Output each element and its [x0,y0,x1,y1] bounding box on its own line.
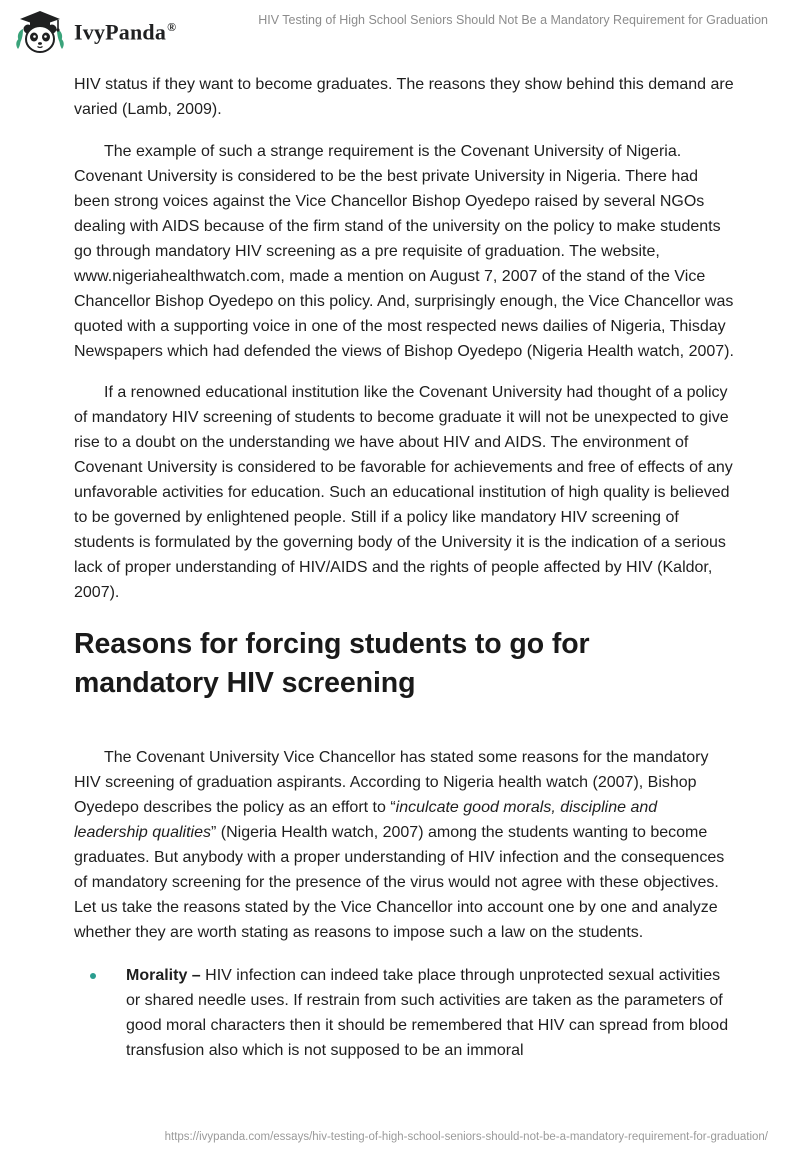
quote-italic: inculcate good morals, discipline and leadership qualities [74,799,658,841]
paragraph-covenant-example: The example of such a strange requirement is the Covenant University of Nigeria. Covenant University is considered to be the best private University in Nigeria. There had been strong voices against the Vice Chancellor Bishop Oyedepo raised by several NGOs dealing with AIDS because of the firm stand of the university on the policy to make students go through mandatory HIV screening as a pre requisite of graduation. The website, www.nigeriahealthwatch.com, made a mention on August 7, 2007 of the stand of the Vice Chancellor Bishop Oyedepo on this policy. And, surprisingly enough, the Vice Chancellor was quoted with a supporting voice in one of the most respected news dailies of Nigeria, Thisday Newspapers which had defended the views of Bishop Oyedepo (Nigeria Health watch, 2007). [74,143,734,360]
list-item [74,963,734,1063]
panda-graduate-icon [14,9,66,55]
bullet-icon [90,973,96,979]
source-url[interactable]: https://ivypanda.com/essays/hiv-testing-of-high-school-seniors-should-not-be-a-mandatory-requirement-for-graduation/ [164,1131,768,1143]
page-header [0,0,800,62]
section-heading: Reasons for forcing students to go for mandatory HIV screening [74,628,590,699]
logo-wordmark: IvyPanda® [74,19,177,45]
reasons-list [74,963,734,1063]
paragraph-reasons-text: The Covenant University Vice Chancellor has stated some reasons for the mandatory HIV screening of graduation aspirants. According to Nigeria health watch (2007), Bishop Oyedepo describes the policy as an effort to “ [74,749,709,816]
paragraph-renowned-institution: If a renowned educational institution like the Covenant University had thought of a policy of mandatory HIV screening of students to become graduate it will not be unexpected to give rise to a doubt on the understanding we have about HIV and AIDS. The environment of Covenant University is considered to be favorable for achievements and free of effects of any unfavorable activities for education. Such an educational institution of high quality is believed to be governed by enlightened people. Still if a policy like mandatory HIV screening of students is formulated by the governing body of the University it is the indication of a serious lack of proper understanding of HIV/AIDS and the rights of people affected by HIV (Kaldor, 2007). [74,384,733,601]
bullet-text: HIV infection can indeed take place through unprotected sexual activities or shared needle uses. If restrain from such activities are taken as the parameters of good moral characters then it should be remembered that HIV can spread from blood transfusion also which is not supposed to be an immoral [126,967,729,1059]
document-title: HIV Testing of High School Seniors Should Not Be a Mandatory Requirement for Graduation [258,13,768,27]
paragraph-reasons [74,745,734,945]
ivypanda-logo[interactable] [14,8,176,56]
paragraph-reasons-text-end: ” (Nigeria Health watch, 2007) among the students wanting to become graduates. But anybody with a proper understanding of HIV infection and the consequences of mandatory screening for the presence of the virus would not agree with these objectives. Let us take the reasons stated by the Vice Chancellor into account one by one and analyze whether they are worth stating as reasons to impose such a law on the students. [74,824,725,941]
bullet-term: Morality – [126,967,201,984]
paragraph-continuation: HIV status if they want to become graduates. The reasons they show behind this demand are varied (Lamb, 2009). [74,76,734,118]
essay-body [74,72,734,1063]
